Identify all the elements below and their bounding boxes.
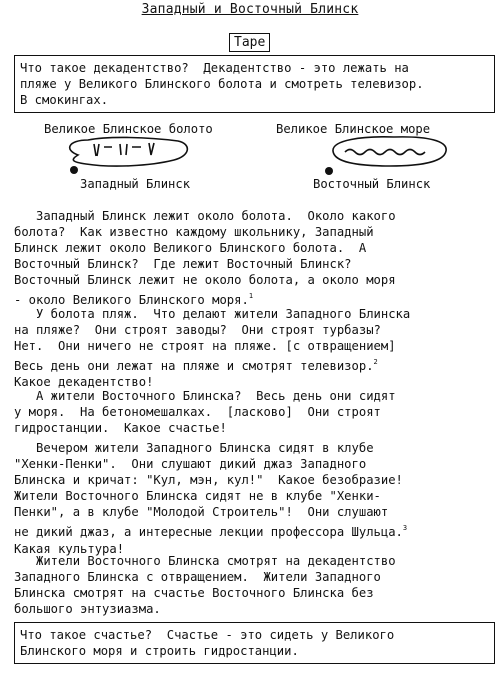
p5-line: Западного Блинска с отвращением. Жители Западного [14, 570, 381, 585]
footnote-marker: 1 [248, 292, 254, 301]
sea-label: Великое Блинское море [276, 122, 431, 136]
p1-line: Блинск лежит около Великого Блинского болота. А [14, 241, 367, 256]
paragraph-3 [14, 388, 396, 436]
p2-line: Нет. Они ничего не строят на пляже. [с отвращением] [14, 339, 396, 354]
footnote-marker: 2 [373, 358, 378, 367]
p4-line: Какая культура! [14, 541, 125, 556]
p1-line: Восточный Блинск лежит не около болота, а около моря [14, 273, 396, 288]
paragraph-5 [14, 553, 396, 617]
swamp-drawing [70, 137, 188, 166]
sea-drawing [333, 137, 446, 166]
page-title: Западный и Восточный Блинск [141, 2, 359, 17]
p2-line: Весь день они лежат на пляже и смотрят телевизор. [14, 359, 374, 374]
happiness-box [14, 622, 495, 664]
definition-line-2: пляже у Великого Блинского болота и смотреть телевизор. [20, 77, 424, 91]
west-blinsk-dot [70, 166, 78, 174]
p3-line: А жители Восточного Блинска? Весь день они сидят [14, 389, 396, 403]
p4-line: "Хенки-Пенки". Они слушают дикий джаз Западного [14, 457, 367, 472]
p2-line: Какое декадентство! [14, 375, 154, 390]
p3-line: гидростанции. Какое счастье! [14, 421, 227, 436]
p2-line: на пляже? Они строят заводы? Они строят турбазы? [14, 323, 381, 338]
east-blinsk-dot [325, 167, 333, 175]
p1-line: Восточный Блинск? Где лежит Восточный Блинск? [14, 257, 352, 272]
definition-line-3: В смокингах. [20, 93, 109, 107]
p1-line: - около Великого Блинского моря. [14, 293, 249, 308]
p2-line: У болота пляж. Что делают жители Западного Блинска [14, 307, 411, 321]
p3-line: у моря. На бетономешалках. [ласково] Они строят [14, 405, 381, 420]
east-blinsk-label: Восточный Блинск [313, 177, 431, 191]
p1-line: болота? Как известно каждому школьнику, Западный [14, 225, 374, 240]
p5-line: Блинска смотрят на счастье Восточного Блинска без [14, 586, 374, 601]
p4-line: Вечером жители Западного Блинска сидят в клубе [14, 441, 374, 455]
paragraph-1 [14, 208, 396, 309]
west-blinsk-label: Западный Блинск [80, 177, 191, 191]
p4-line: Жители Восточного Блинска сидят не в клубе "Хенки- [14, 489, 381, 504]
footnote-marker: 3 [402, 524, 408, 533]
p1-line: Западный Блинск лежит около болота. Около какого [14, 209, 396, 223]
p4-line: Пенки", а в клубе "Молодой Строитель"! Они слушают [14, 505, 389, 520]
paragraph-2 [14, 306, 410, 390]
tape-label: Tape [229, 33, 270, 52]
p5-line: Жители Восточного Блинска смотрят на декадентство [14, 554, 396, 568]
happiness-line-1: Что такое счастье? Счастье - это сидеть у Великого [20, 628, 395, 642]
p4-line: не дикий джаз, а интересные лекции профессора Шульца. [14, 525, 403, 540]
swamp-label: Великое Блинское болото [44, 122, 213, 136]
definition-line-1: Что такое декадентство? Декадентство - это лежать на [20, 61, 409, 75]
paragraph-4 [14, 440, 407, 557]
happiness-line-2: Блинского моря и строить гидростанции. [20, 644, 299, 658]
p5-line: большого энтузиазма. [14, 602, 161, 617]
p4-line: Блинска и кричат: "Кул, мэн, кул!" Какое безобразие! [14, 473, 403, 488]
